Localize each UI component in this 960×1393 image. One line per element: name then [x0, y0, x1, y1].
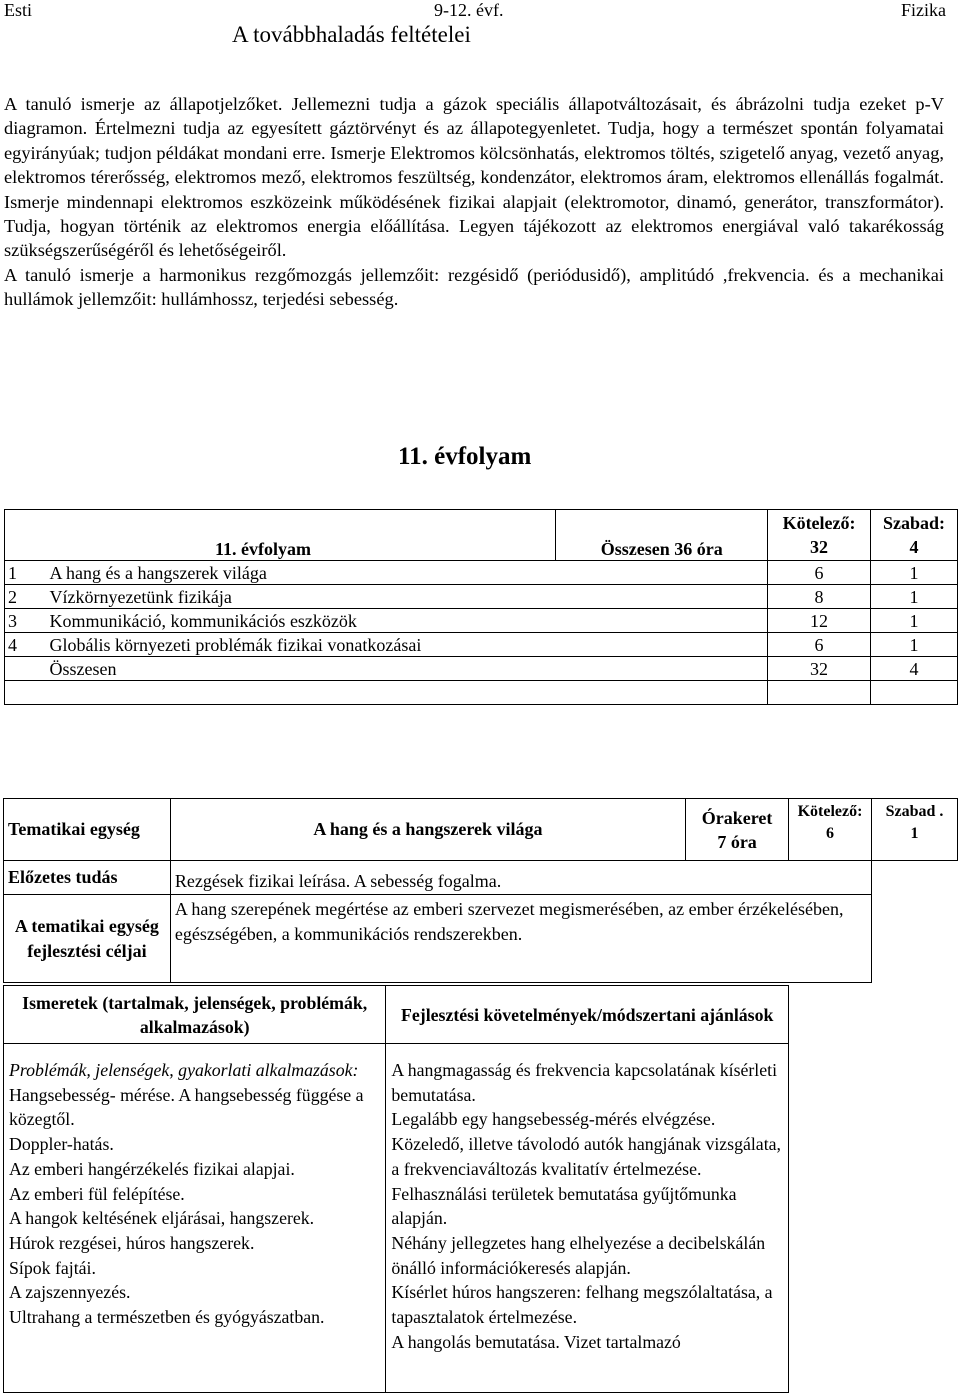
row-title: A hang és a hangszerek világa	[46, 561, 767, 585]
summary-grade: 11. évfolyam	[5, 510, 556, 561]
row-number: 3	[5, 609, 47, 633]
summary-header-row	[5, 510, 958, 561]
unit-label: Tematikai egység	[4, 799, 171, 861]
list-item: A hangmagasság és frekvencia kapcsolatának kísérleti bemutatása.	[391, 1060, 778, 1105]
hours-value: 7 óra	[717, 831, 757, 852]
summary-mandatory-header	[768, 510, 871, 561]
list-item: Legalább egy hangsebesség-mérés elvégzése.	[391, 1109, 716, 1130]
unit-header-row	[4, 799, 958, 861]
unit-hours	[686, 799, 789, 861]
row-number: 2	[5, 585, 47, 609]
row-number: 4	[5, 633, 47, 657]
content-col1-header: Ismeretek (tartalmak, jelenségek, problémák, alkalmazások)	[4, 986, 386, 1044]
list-item: A zajszennyezés.	[9, 1282, 131, 1303]
list-item: Sípok fajtái.	[9, 1257, 96, 1278]
table-row	[5, 561, 958, 585]
total-mandatory: 32	[768, 657, 871, 681]
prereq-label: Előzetes tudás	[4, 861, 171, 895]
goals-label: A tematikai egység fejlesztési céljai	[4, 895, 171, 983]
header-school-type: Esti	[4, 0, 33, 20]
summary-free-value: 4	[909, 537, 919, 557]
content-body-row	[4, 1044, 789, 1393]
intro-paragraph-2: A tanuló ismerje a harmonikus rezgőmozgás jellemzőit: rezgésidő (periódusidő), amplitúdó ,frekvencia. és a mechanikai hullámok jellemzőit: hullámhossz, terjedési sebesség.	[4, 264, 944, 310]
hours-label: Órakeret	[701, 807, 773, 828]
list-item: Az emberi hangérzékelés fizikai alapjai.	[9, 1158, 295, 1179]
list-item: A hangolás bemutatása. Vizet tartalmazó	[391, 1331, 681, 1352]
table-row	[5, 609, 958, 633]
list-item: Ultrahang a természetben és gyógyászatban.	[9, 1307, 325, 1328]
header-grades: 9-12. évf.	[434, 0, 504, 20]
row-free: 1	[871, 633, 958, 657]
content-col2	[386, 1044, 789, 1393]
col1-intro: Problémák, jelenségek, gyakorlati alkalmazások:	[9, 1060, 359, 1080]
row-title: Globális környezeti problémák fizikai vonatkozásai	[46, 633, 767, 657]
list-item: A hangok keltésének eljárásai, hangszerek.	[9, 1208, 315, 1229]
list-item: Hangsebesség- mérése. A hangsebesség függése a közegtől.	[9, 1084, 364, 1130]
content-col2-header: Fejlesztési követelmények/módszertani ajánlások	[386, 986, 789, 1044]
content-col1	[4, 1044, 386, 1393]
list-item: Néhány jellegzetes hang elhelyezése a decibelskálán önálló információkeresés alapján.	[391, 1232, 766, 1278]
summary-mandatory-label: Kötelező:	[782, 513, 856, 533]
summary-mandatory-value: 32	[810, 537, 829, 557]
summary-free-label: Szabad:	[883, 513, 946, 533]
content-header-row	[4, 986, 789, 1044]
row-mandatory: 12	[768, 609, 871, 633]
content-table	[3, 985, 789, 1393]
row-free: 1	[871, 585, 958, 609]
prereq-text: Rezgések fizikai leírása. A sebesség fogalma.	[170, 861, 871, 895]
list-item: Húrok rezgései, húros hangszerek.	[9, 1232, 255, 1253]
goals-row	[4, 895, 958, 983]
row-title: Vízkörnyezetünk fizikája	[46, 585, 767, 609]
intro-paragraph-1: A tanuló ismerje az állapotjelzőket. Jellemezni tudja a gázok speciális állapotváltozásait, és ábrázolni tudja ezeket p-V diagramon. Értelmezni tudja az egyesített gáztörvényt és az állapotegyenletet. Tudja, hogy a természet spontán folyamatai egyirányúak; tudjon példákat mondani erre. Ismerje Elektromos kölcsönhatás, elektromos töltés, szigetelő anyag, vezető anyag, elektromos térerősség, elektromos mező, elektromos feszültség, kondenzátor, elektromos áram, elektromos ellenállás fogalmát. Ismerje mindennapi elektromos eszközeink működésének fizikai alapjait (elektromotor, dinamó, generátor, transzformátor). Tudja, hogyan történik az elektromos energia előállítása. Legyen tájékozott az elektromos energiával való takarékosság szükségszerűségéről és lehetőségeiről.	[4, 94, 944, 261]
row-mandatory: 6	[768, 633, 871, 657]
list-item: Közeledő, illetve távolodó autók hangjának vizsgálata, a frekvenciaváltozás kvalitatív értelmezése. Felhasználási területek bemutatása gyűjtőmunka alapján.	[391, 1134, 781, 1229]
table-row	[5, 585, 958, 609]
unit-mandatory	[789, 799, 872, 861]
intro-text	[4, 92, 944, 312]
summary-total-hours: Összesen 36 óra	[556, 510, 768, 561]
unit-title: A hang és a hangszerek világa	[170, 799, 685, 861]
header-subject: Fizika	[901, 0, 946, 20]
list-item: Kísérlet húros hangszeren: felhang megszólaltatása, a tapasztalatok értelmezése.	[391, 1282, 773, 1328]
row-free: 1	[871, 609, 958, 633]
total-label: Összesen	[46, 657, 767, 681]
table-row	[5, 633, 958, 657]
unit-mandatory-value: 6	[826, 825, 835, 842]
unit-free-label: Szabad .	[885, 803, 944, 820]
unit-mandatory-label: Kötelező:	[797, 803, 863, 820]
unit-free-value: 1	[910, 825, 919, 842]
row-number: 1	[5, 561, 47, 585]
row-free: 1	[871, 561, 958, 585]
list-item: Doppler-hatás.	[9, 1134, 114, 1155]
unit-free	[872, 799, 958, 861]
prereq-row	[4, 861, 958, 895]
goals-text: A hang szerepének megértése az emberi szervezet megismerésében, az ember érzékelésében, egészségében, a kommunikációs rendszerekben.	[170, 895, 871, 983]
empty-row	[5, 681, 958, 705]
list-item: Az emberi fül felépítése.	[9, 1183, 185, 1204]
section-title: A továbbhaladás feltételei	[232, 22, 471, 47]
total-free: 4	[871, 657, 958, 681]
row-mandatory: 8	[768, 585, 871, 609]
total-row	[5, 657, 958, 681]
row-mandatory: 6	[768, 561, 871, 585]
unit-table	[3, 798, 958, 983]
row-title: Kommunikáció, kommunikációs eszközök	[46, 609, 767, 633]
grade-heading: 11. évfolyam	[398, 443, 532, 470]
summary-free-header	[871, 510, 958, 561]
hours-summary-table	[4, 509, 958, 705]
